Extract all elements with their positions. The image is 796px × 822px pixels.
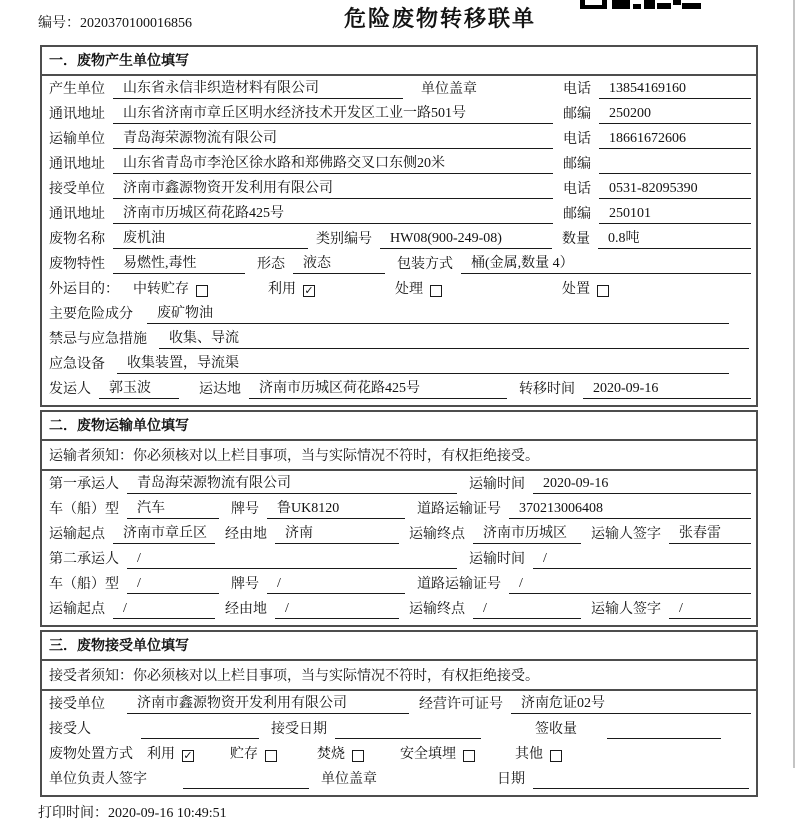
consignor-label: 发运人 xyxy=(49,382,91,397)
route-end-1-label: 运输终点 xyxy=(409,527,465,542)
transporter-notice-text: 运输者须知：你必须核对以上栏目事项，当与实际情况不符时，有权拒绝接受。 xyxy=(49,448,539,464)
section-producer-title: 一．废物产生单位填写 xyxy=(42,47,756,76)
purpose-use-checkbox: ✓ xyxy=(304,284,314,297)
disposal-use-checkbox-group xyxy=(147,743,194,764)
emergency-equipment-label: 应急设备 xyxy=(49,357,105,372)
document-header xyxy=(40,0,758,45)
purpose-treat-checkbox-group xyxy=(395,278,442,299)
transport-address-value: 山东省青岛市李沧区徐水路和郑佛路交叉口东侧20米 xyxy=(113,152,553,174)
print-time-value: 2020-09-16 10:49:51 xyxy=(108,806,227,821)
vehicle-type-2-label: 车（船）型 xyxy=(49,577,119,592)
sign-date-value xyxy=(533,772,749,789)
form-row xyxy=(42,741,756,766)
disposal-burn-checkbox xyxy=(352,750,364,762)
vehicle-type-2-value: / xyxy=(127,576,219,594)
category-code-label: 类别编号 xyxy=(316,232,372,247)
purpose-treat-checkbox-label: 处理 xyxy=(395,282,423,297)
serial-number-line xyxy=(38,12,192,32)
purpose-dispose-checkbox xyxy=(597,285,609,297)
plate-number-1-value: 鲁UK8120 xyxy=(267,497,405,519)
purpose-dispose-checkbox-group xyxy=(562,278,609,299)
main-hazard-label: 主要危险成分 xyxy=(49,307,133,322)
form-row xyxy=(42,691,756,716)
form-row xyxy=(42,766,756,791)
disposal-burn-checkbox-label: 焚烧 xyxy=(317,747,345,762)
packing-value: 桶(金属,数量 4） xyxy=(461,252,751,274)
producer-address-label: 通讯地址 xyxy=(49,107,105,122)
quantity-label: 数量 xyxy=(562,232,590,247)
received-amount-label: 签收量 xyxy=(535,722,577,737)
waste-name-value: 废机油 xyxy=(113,227,308,249)
receiver-address-value: 济南市历城区荷花路425号 xyxy=(113,202,553,224)
received-amount-value xyxy=(607,722,721,739)
notice-row xyxy=(42,441,756,471)
sign-date-label: 日期 xyxy=(497,772,525,787)
road-permit-1-value: 370213006408 xyxy=(509,501,751,519)
transfer-date-label: 转移时间 xyxy=(519,382,575,397)
form-row xyxy=(42,126,756,151)
road-permit-2-value: / xyxy=(509,576,751,594)
transport-postcode-label: 邮编 xyxy=(563,157,591,172)
form-row xyxy=(42,546,756,571)
section-producer xyxy=(40,45,758,407)
section-receiver-title: 三．废物接受单位填写 xyxy=(42,632,756,661)
accept-person-value xyxy=(141,722,259,739)
accept-unit-label: 接受单位 xyxy=(49,697,105,712)
receiver-notice-text: 接受者须知：你必须核对以上栏目事项，当与实际情况不符时，有权拒绝接受。 xyxy=(49,668,539,684)
producer-unit-label: 产生单位 xyxy=(49,82,105,97)
carrier-sign-2-value: / xyxy=(669,601,751,619)
form-state-value: 液态 xyxy=(293,252,385,274)
disposal-other-checkbox-label: 其他 xyxy=(515,747,543,762)
receiver-address-label: 通讯地址 xyxy=(49,207,105,222)
transport-phone-value: 18661672606 xyxy=(599,131,751,149)
route-end-1-value: 济南市历城区 xyxy=(473,522,581,544)
disposal-landfill-checkbox-group xyxy=(400,743,475,764)
destination-value: 济南市历城区荷花路425号 xyxy=(249,377,507,399)
disposal-storage-checkbox xyxy=(265,750,277,762)
disposal-use-checkbox-label: 利用 xyxy=(147,747,175,762)
first-carrier-label: 第一承运人 xyxy=(49,477,119,492)
emergency-measures-value: 收集、导流 xyxy=(159,327,749,349)
vehicle-type-1-label: 车（船）型 xyxy=(49,502,119,517)
license-number-value: 济南危证02号 xyxy=(511,692,751,714)
accept-person-label: 接受人 xyxy=(49,722,91,737)
manifest-document xyxy=(40,0,758,822)
road-permit-2-label: 道路运输证号 xyxy=(417,577,501,592)
purpose-dispose-checkbox-label: 处置 xyxy=(562,282,590,297)
receiver-unit-value: 济南市鑫源物资开发利用有限公司 xyxy=(113,177,553,199)
disposal-other-checkbox-group xyxy=(515,743,562,764)
plate-number-1-label: 牌号 xyxy=(231,502,259,517)
license-number-label: 经营许可证号 xyxy=(419,697,503,712)
consignor-value: 郭玉波 xyxy=(99,377,179,399)
plate-number-2-value: / xyxy=(267,576,405,594)
form-row xyxy=(42,301,756,326)
receiver-unit-label: 接受单位 xyxy=(49,182,105,197)
form-row xyxy=(42,596,756,621)
disposal-storage-checkbox-label: 贮存 xyxy=(230,747,258,762)
accept-date-label: 接受日期 xyxy=(271,722,327,737)
form-row xyxy=(42,276,756,301)
destination-label: 运达地 xyxy=(199,382,241,397)
form-row xyxy=(42,201,756,226)
producer-unit-value: 山东省永信非织造材料有限公司 xyxy=(113,77,403,99)
route-start-1-label: 运输起点 xyxy=(49,527,105,542)
purpose-use-checkbox-label: 利用 xyxy=(268,282,296,297)
accept-date-value xyxy=(335,722,481,739)
producer-phone-value: 13854169160 xyxy=(599,81,751,99)
page-edge-divider xyxy=(793,0,795,768)
form-state-label: 形态 xyxy=(257,257,285,272)
form-row xyxy=(42,251,756,276)
transport-time-1-label: 运输时间 xyxy=(469,477,525,492)
disposal-burn-checkbox-group xyxy=(317,743,364,764)
route-end-2-value: / xyxy=(473,601,581,619)
transport-address-label: 通讯地址 xyxy=(49,157,105,172)
route-via-1-value: 济南 xyxy=(275,522,399,544)
form-root xyxy=(40,45,758,797)
serial-number-value: 2020370100016856 xyxy=(80,16,192,31)
serial-number-label: 编号： xyxy=(38,16,80,31)
transport-unit-label: 运输单位 xyxy=(49,132,105,147)
form-row xyxy=(42,351,756,376)
receiver-unit-seal-text: 单位盖章 xyxy=(321,772,377,787)
disposal-landfill-checkbox-label: 安全填埋 xyxy=(400,747,456,762)
form-row xyxy=(42,521,756,546)
form-row xyxy=(42,176,756,201)
waste-name-label: 废物名称 xyxy=(49,232,105,247)
section-transporter-title: 二．废物运输单位填写 xyxy=(42,412,756,441)
plate-number-2-label: 牌号 xyxy=(231,577,259,592)
receiver-phone-label: 电话 xyxy=(563,182,591,197)
section-transporter xyxy=(40,410,758,627)
waste-property-label: 废物特性 xyxy=(49,257,105,272)
purpose-use-checkbox-group xyxy=(268,278,315,299)
second-carrier-value: / xyxy=(127,551,457,569)
producer-postcode-label: 邮编 xyxy=(563,107,591,122)
disposal-method-label: 废物处置方式 xyxy=(49,747,133,762)
accept-unit-value: 济南市鑫源物资开发利用有限公司 xyxy=(127,692,409,714)
receiver-postcode-value: 250101 xyxy=(599,206,751,224)
outbound-purpose-label: 外运目的： xyxy=(49,282,119,297)
purpose-treat-checkbox xyxy=(430,285,442,297)
form-row xyxy=(42,76,756,101)
route-start-2-label: 运输起点 xyxy=(49,602,105,617)
carrier-sign-1-label: 运输人签字 xyxy=(591,527,661,542)
category-code-value: HW08(900-249-08) xyxy=(380,231,552,249)
packing-label: 包装方式 xyxy=(397,257,453,272)
route-start-2-value: / xyxy=(113,601,215,619)
transport-time-2-value: / xyxy=(533,551,751,569)
transfer-date-value: 2020-09-16 xyxy=(583,381,751,399)
emergency-measures-label: 禁忌与应急措施 xyxy=(49,332,147,347)
form-row xyxy=(42,151,756,176)
road-permit-1-label: 道路运输证号 xyxy=(417,502,501,517)
route-via-1-label: 经由地 xyxy=(225,527,267,542)
vehicle-type-1-value: 汽车 xyxy=(127,497,219,519)
print-time-line xyxy=(38,802,758,822)
carrier-sign-1-value: 张春雷 xyxy=(669,522,751,544)
transfer-storage-checkbox-group xyxy=(133,278,208,299)
route-end-2-label: 运输终点 xyxy=(409,602,465,617)
disposal-storage-checkbox-group xyxy=(230,743,277,764)
transport-time-2-label: 运输时间 xyxy=(469,552,525,567)
carrier-sign-2-label: 运输人签字 xyxy=(591,602,661,617)
notice-row xyxy=(42,661,756,691)
route-via-2-value: / xyxy=(275,601,399,619)
emergency-equipment-value: 收集装置，导流渠 xyxy=(117,352,729,374)
unit-seal-text: 单位盖章 xyxy=(421,82,477,97)
transport-time-1-value: 2020-09-16 xyxy=(533,476,751,494)
producer-postcode-value: 250200 xyxy=(599,106,751,124)
form-row xyxy=(42,376,756,401)
transport-phone-label: 电话 xyxy=(563,132,591,147)
receiver-postcode-label: 邮编 xyxy=(563,207,591,222)
quantity-value: 0.8吨 xyxy=(598,227,751,249)
main-hazard-value: 废矿物油 xyxy=(147,302,729,324)
first-carrier-value: 青岛海荣源物流有限公司 xyxy=(127,472,457,494)
producer-address-value: 山东省济南市章丘区明水经济技术开发区工业一路501号 xyxy=(113,102,553,124)
responsible-sign-label: 单位负责人签字 xyxy=(49,772,147,787)
section-receiver xyxy=(40,630,758,797)
page-title: 危险废物转移联单 xyxy=(343,6,537,31)
transport-postcode-value xyxy=(599,157,751,174)
form-row xyxy=(42,571,756,596)
transport-unit-value: 青岛海荣源物流有限公司 xyxy=(113,127,553,149)
responsible-sign-value xyxy=(183,772,309,789)
form-row xyxy=(42,471,756,496)
route-start-1-value: 济南市章丘区 xyxy=(113,522,215,544)
second-carrier-label: 第二承运人 xyxy=(49,552,119,567)
transfer-storage-checkbox-label: 中转贮存 xyxy=(133,282,189,297)
disposal-other-checkbox xyxy=(550,750,562,762)
route-via-2-label: 经由地 xyxy=(225,602,267,617)
form-row xyxy=(42,226,756,251)
form-row xyxy=(42,496,756,521)
form-row xyxy=(42,326,756,351)
producer-phone-label: 电话 xyxy=(563,82,591,97)
transfer-storage-checkbox xyxy=(196,285,208,297)
print-time-label: 打印时间： xyxy=(38,806,108,821)
receiver-phone-value: 0531-82095390 xyxy=(599,181,751,199)
form-row xyxy=(42,101,756,126)
disposal-use-checkbox: ✓ xyxy=(183,749,193,762)
disposal-landfill-checkbox xyxy=(463,750,475,762)
waste-property-value: 易燃性,毒性 xyxy=(113,252,245,274)
form-row xyxy=(42,716,756,741)
